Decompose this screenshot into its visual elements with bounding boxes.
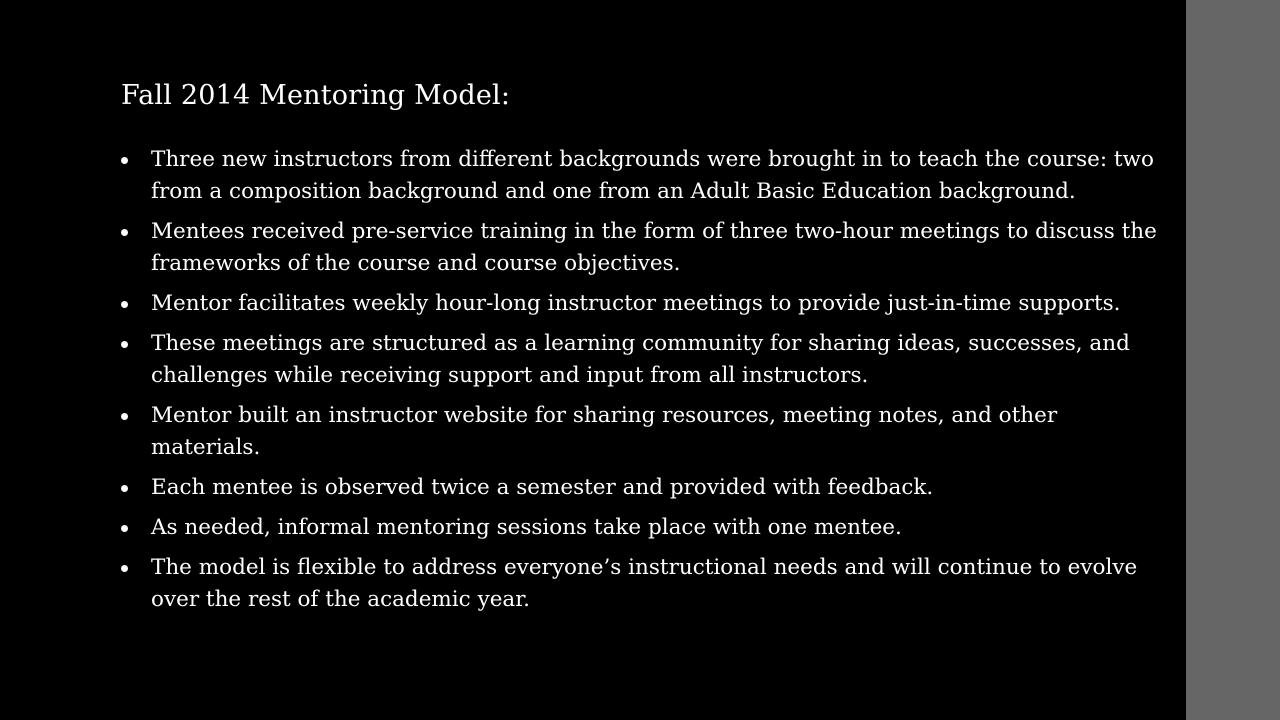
bullet-icon <box>121 229 128 236</box>
bullet-text: Mentees received pre-service training in the form of three two-hour meetings to discuss the frameworks of the course and course objectives. <box>151 219 1157 276</box>
bullet-text: Mentor built an instructor website for sharing resources, meeting notes, and other materials. <box>151 403 1058 460</box>
bullet-text: Three new instructors from different backgrounds were brought in to teach the course: two from a composition background and one from an Adult Basic Education background. <box>151 147 1154 204</box>
bullet-text: These meetings are structured as a learning community for sharing ideas, successes, and challenges while receiving support and input from all instructors. <box>151 331 1130 388</box>
bullet-item <box>121 400 1171 464</box>
bullet-item <box>121 328 1171 392</box>
bullet-icon <box>121 565 128 572</box>
bullet-item <box>121 552 1171 616</box>
bullet-item <box>121 288 1171 320</box>
bullet-item <box>121 216 1171 280</box>
bullet-icon <box>121 413 128 420</box>
bullet-text: Mentor facilitates weekly hour-long instructor meetings to provide just-in-time supports. <box>151 291 1121 316</box>
bullet-icon <box>121 341 128 348</box>
bullet-icon <box>121 301 128 308</box>
slide-title: Fall 2014 Mentoring Model: <box>121 80 511 111</box>
bullet-list <box>121 144 1171 616</box>
bullet-text: Each mentee is observed twice a semester and provided with feedback. <box>151 475 934 500</box>
bullet-icon <box>121 485 128 492</box>
slide-content <box>121 78 1171 624</box>
bullet-text: As needed, informal mentoring sessions take place with one mentee. <box>151 515 902 540</box>
bullet-text: The model is flexible to address everyone’s instructional needs and will continue to evolve over the rest of the academic year. <box>151 555 1138 612</box>
bullet-icon <box>121 157 128 164</box>
bullet-item <box>121 144 1171 208</box>
bullet-icon <box>121 525 128 532</box>
bullet-item <box>121 472 1171 504</box>
side-bar <box>1186 0 1280 720</box>
bullet-item <box>121 512 1171 544</box>
